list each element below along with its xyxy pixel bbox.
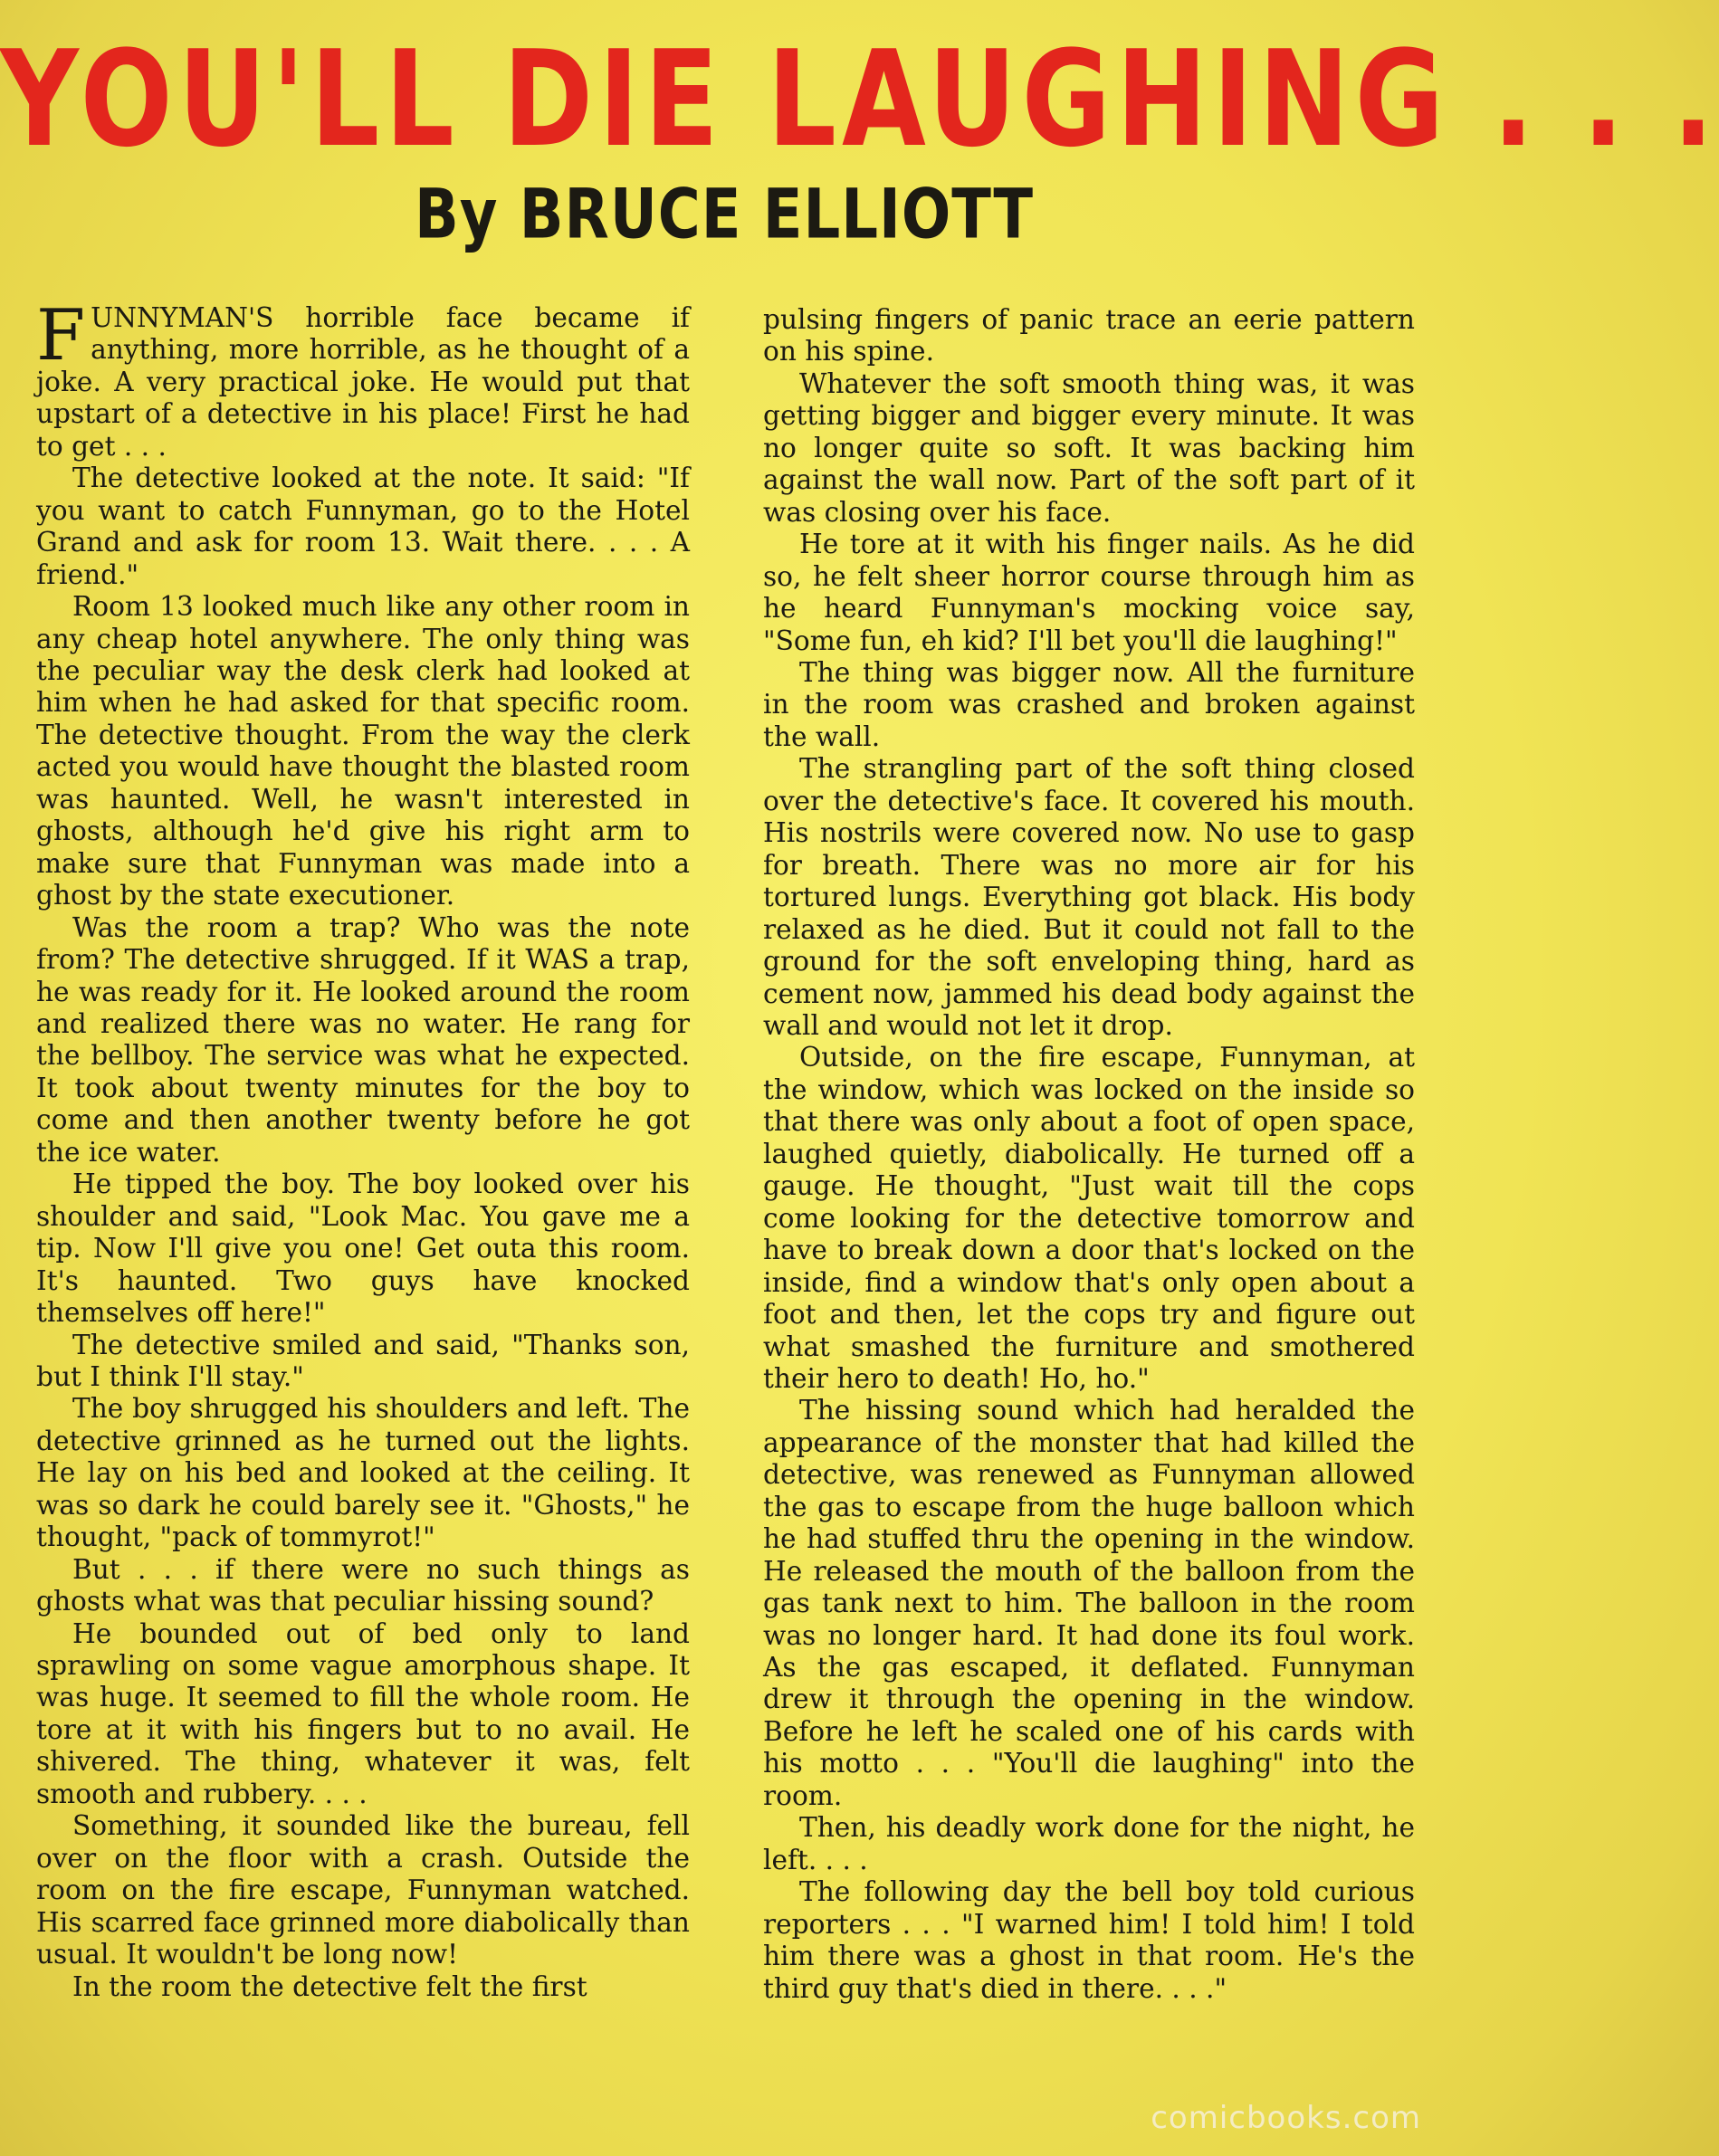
- story-paragraph: The thing was bigger now. All the furniture in the room was crashed and broken against the wall.: [763, 656, 1415, 752]
- story-paragraph: The detective looked at the note. It said: "If you want to catch Funnyman, go to the Hotel Grand and ask for room 13. Wait there. . . . A friend.": [36, 463, 690, 590]
- story-paragraph: But . . . if there were no such things as ghosts what was that peculiar hissing sound?: [36, 1553, 690, 1617]
- story-paragraph: Room 13 looked much like any other room in any cheap hotel anywhere. The only thing was the peculiar way the desk clerk had looked at him when he had asked for that specific room. The detective thought. From the way the clerk acted you would have thought the blasted room was haunted. Well, he wasn't interested in ghosts, although he'd give his right arm to make sure that Funnyman was made into a ghost by the state executioner.: [36, 591, 690, 911]
- story-paragraph: Outside, on the fire escape, Funnyman, at the window, which was locked on the inside so that there was only about a foot of open space, laughed quietly, diabolically. He turned off a gauge. He thought, "Just wait till the cops come looking for the detective tomorrow and have to break down a door that's locked on the inside, find a window that's only open about a foot and then, let the cops try and figure out what smashed the furniture and smothered their hero to death! Ho, ho.": [763, 1042, 1415, 1394]
- story-paragraph: FUNNYMAN'S horrible face became if anything, more horrible, as he thought of a joke. A very practical joke. He would put that upstart of a detective in his place! First he had to get . . .: [36, 295, 690, 462]
- story-column-left: [36, 295, 690, 2003]
- story-paragraph: He tipped the boy. The boy looked over his shoulder and said, "Look Mac. You gave me a tip. Now I'll give you one! Get outa this room. It's haunted. Two guys have knocked themselves off here!": [36, 1169, 690, 1329]
- watermark: comicbooks.com: [1151, 2100, 1421, 2136]
- story-column-right: [763, 304, 1415, 2005]
- story-paragraph: Something, it sounded like the bureau, fell over on the floor with a crash. Outside the room on the fire escape, Funnyman watched. His scarred face grinned more diabolically than usual. It wouldn't be long now!: [36, 1810, 690, 1970]
- story-paragraph: Then, his deadly work done for the night, he left. . . .: [763, 1812, 1415, 1875]
- story-paragraph: The detective smiled and said, "Thanks son, but I think I'll stay.": [36, 1329, 690, 1392]
- author-byline: By BRUCE ELLIOTT: [414, 176, 1035, 255]
- story-title: YOU'LL DIE LAUGHING . . .: [0, 23, 1719, 177]
- drop-cap: F: [36, 295, 86, 377]
- story-paragraph: Whatever the soft smooth thing was, it was getting bigger and bigger every minute. It was no longer quite so soft. It was backing him against the wall now. Part of the soft part of it was closing over his face.: [763, 367, 1415, 528]
- story-paragraph: He tore at it with his finger nails. As he did so, he felt sheer horror course through him as he heard Funnyman's mocking voice say, "Some fun, eh kid? I'll bet you'll die laughing!": [763, 529, 1415, 656]
- story-paragraph: In the room the detective felt the first: [72, 1970, 587, 2002]
- story-paragraph: The hissing sound which had heralded the appearance of the monster that had killed the detective, was renewed as Funnyman allowed the gas to escape from the huge balloon which he had stuffed thru the opening in the window. He released the mouth of the balloon from the gas tank next to him. The balloon in the room was no longer hard. It had done its foul work. As the gas escaped, it deflated. Funnyman drew it through the opening in the window. Before he left he scaled one of his cards with his motto . . . "You'll die laughing" into the room.: [763, 1395, 1415, 1811]
- story-paragraph: pulsing fingers of panic trace an eerie pattern on his spine.: [763, 304, 1415, 367]
- story-paragraph: Was the room a trap? Who was the note from? The detective shrugged. If it WAS a trap, he was ready for it. He looked around the room and realized there was no water. He rang for the bellboy. The service was what he expected. It took about twenty minutes for the boy to come and then another twenty before he got the ice water.: [36, 911, 690, 1168]
- story-paragraph: The following day the bell boy told curious reporters . . . "I warned him! I told him! I told him there was a ghost in that room. He's the third guy that's died in there. . . .": [763, 1876, 1415, 2004]
- story-paragraph: The boy shrugged his shoulders and left. The detective grinned as he turned out the lights. He lay on his bed and looked at the ceiling. It was so dark he could barely see it. "Ghosts," he thought, "pack of tommyrot!": [36, 1393, 690, 1553]
- story-paragraph: The strangling part of the soft thing closed over the detective's face. It covered his mouth. His nostrils were covered now. No use to gasp for breath. There was no more air for his tortured lungs. Everything got black. His body relaxed as he died. But it could not fall to the ground for the soft enveloping thing, hard as cement now, jammed his dead body against the wall and would not let it drop.: [763, 753, 1415, 1041]
- story-paragraph: He bounded out of bed only to land sprawling on some vague amorphous shape. It was huge. It seemed to fill the whole room. He tore at it with his fingers but to no avail. He shivered. The thing, whatever it was, felt smooth and rubbery. . . .: [36, 1617, 690, 1809]
